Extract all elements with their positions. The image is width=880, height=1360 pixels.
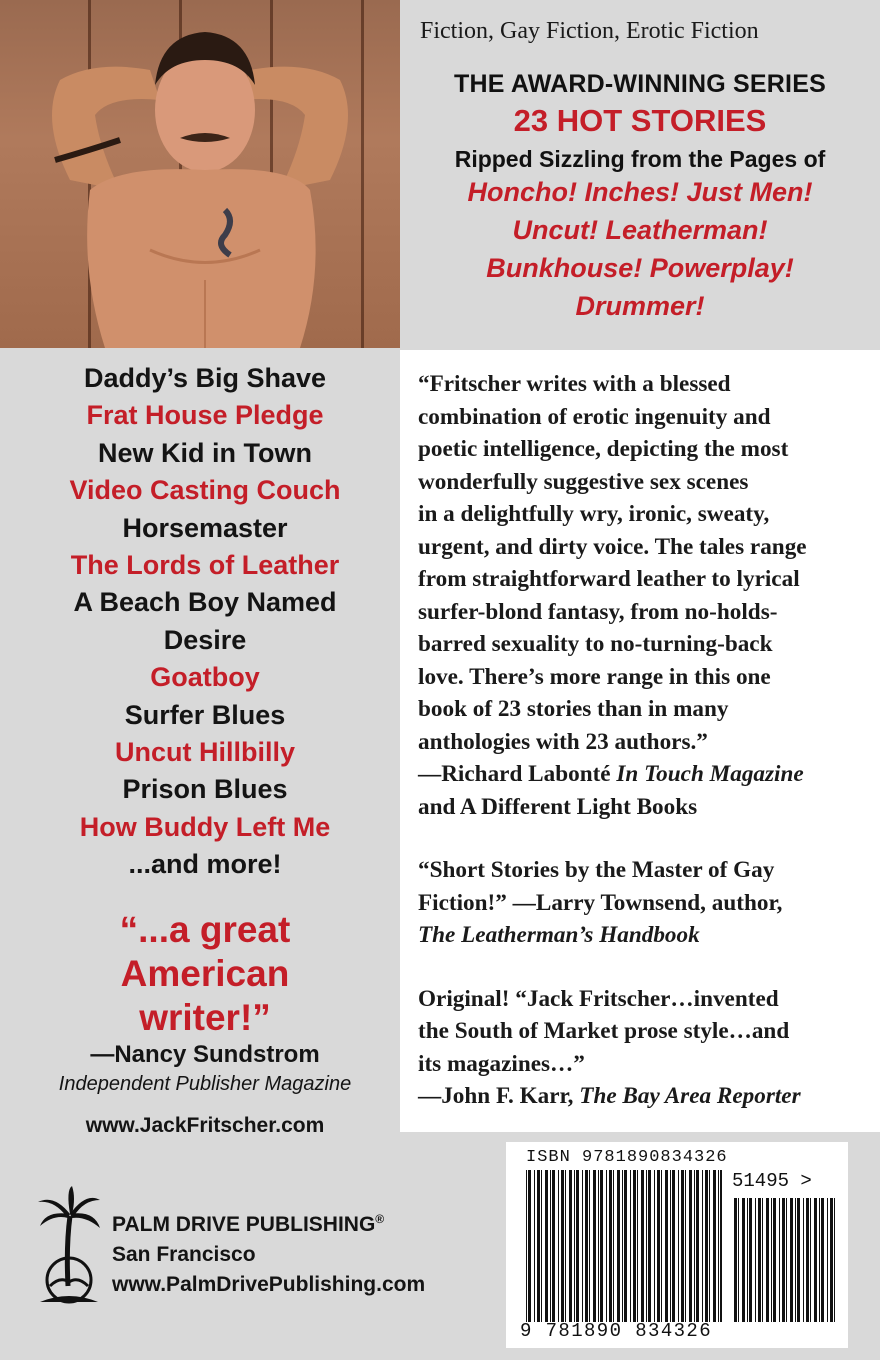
barcode-bar — [550, 1170, 551, 1322]
story-title: New Kid in Town — [98, 437, 312, 468]
reviews-panel — [400, 350, 880, 1132]
barcode-bar — [786, 1198, 787, 1322]
review-attribution — [418, 1080, 866, 1113]
review-book-line — [418, 919, 866, 952]
review-line: its magazines…” — [418, 1050, 585, 1077]
barcode-bar — [654, 1170, 655, 1322]
review-attribution-2: and A Different Light Books — [418, 793, 698, 820]
story-title: Surfer Blues — [124, 699, 286, 730]
reviewer-name: —John F. Karr, — [418, 1083, 580, 1109]
magazine-line: Honcho! Inches! Just Men! — [467, 176, 813, 207]
story-list — [0, 360, 410, 884]
barcode-bar — [782, 1198, 785, 1322]
price-code: 51495 > — [732, 1170, 812, 1192]
pull-quote — [0, 908, 410, 1138]
barcode-bar — [617, 1170, 620, 1322]
barcode-bar — [689, 1170, 692, 1322]
barcode-bar — [821, 1198, 824, 1322]
barcode-digits: 9 781890 834326 — [520, 1320, 713, 1342]
barcode-bar — [624, 1170, 627, 1322]
barcode-bar — [534, 1170, 535, 1322]
barcode-bar — [819, 1198, 820, 1322]
barcode-bar — [771, 1198, 772, 1322]
barcode-bar — [795, 1198, 796, 1322]
story-title: Video Casting Couch — [69, 475, 341, 506]
barcode-bar — [565, 1170, 566, 1322]
barcode-bar — [589, 1170, 590, 1322]
hot-stories-heading: 23 HOT STORIES — [513, 103, 767, 138]
publisher-block — [36, 1186, 496, 1306]
publisher-city: San Francisco — [112, 1243, 256, 1266]
registered-mark: ® — [375, 1212, 385, 1226]
barcode-bar — [613, 1170, 614, 1322]
review-line: combination of erotic ingenuity and — [418, 403, 771, 430]
review-book-title: The Leatherman’s Handbook — [418, 922, 700, 948]
barcode-bar — [709, 1170, 710, 1322]
barcode-bar — [790, 1198, 793, 1322]
barcode-bar — [545, 1170, 548, 1322]
magazine-line: Bunkhouse! Powerplay! — [486, 252, 794, 283]
review-attribution — [418, 758, 866, 791]
review-line: love. There’s more range in this one — [418, 663, 771, 690]
barcode-bar — [641, 1170, 644, 1322]
quote-line: American — [120, 953, 290, 994]
barcode-bar — [558, 1170, 559, 1322]
barcode-bar — [742, 1198, 745, 1322]
review-line: urgent, and dirty voice. The tales range — [418, 533, 807, 560]
barcode-bar — [806, 1198, 809, 1322]
story-title: Prison Blues — [122, 774, 288, 805]
review-karr — [418, 983, 866, 1113]
review-line: book of 23 stories than in many — [418, 696, 729, 722]
barcode-bar — [749, 1198, 752, 1322]
barcode-bar — [718, 1170, 719, 1322]
review-line: poetic intelligence, depicting the most — [418, 436, 789, 462]
quote-attribution: —Nancy Sundstrom — [90, 1041, 320, 1068]
barcode-bar — [779, 1198, 780, 1322]
review-line: surfer-blond fantasy, from no-holds- — [418, 598, 778, 625]
barcode-bar — [622, 1170, 623, 1322]
barcode-bar — [585, 1170, 588, 1322]
review-line: Fiction!” —Larry Townsend, author, — [418, 889, 783, 916]
barcode-bar — [606, 1170, 607, 1322]
quote-publication: Independent Publisher Magazine — [58, 1073, 352, 1095]
reviewer-name: —Richard Labonté — [418, 761, 617, 787]
publisher-name: PALM DRIVE PUBLISHING — [112, 1213, 376, 1236]
barcode-bar — [797, 1198, 800, 1322]
barcode-bar — [569, 1170, 572, 1322]
promo-block — [400, 70, 880, 325]
review-line: anthologies with 23 authors.” — [418, 728, 708, 755]
review-publication: The Bay Area Reporter — [579, 1083, 801, 1109]
review-line: in a delightfully wry, ironic, sweaty, — [418, 501, 770, 527]
author-website: www.JackFritscher.com — [85, 1114, 325, 1137]
story-title: Uncut Hillbilly — [114, 737, 295, 768]
barcode-bar — [803, 1198, 804, 1322]
barcode-bar — [598, 1170, 599, 1322]
barcode-bar — [609, 1170, 612, 1322]
barcode-bar — [814, 1198, 817, 1322]
barcode-bar — [593, 1170, 596, 1322]
barcode-bar — [773, 1198, 776, 1322]
barcode-bar — [633, 1170, 636, 1322]
quote-line: writer!” — [139, 997, 271, 1038]
magazine-line: Uncut! Leatherman! — [512, 214, 768, 245]
barcode-bar — [678, 1170, 679, 1322]
publisher-website: www.PalmDrivePublishing.com — [112, 1273, 426, 1296]
genre-label: Fiction, Gay Fiction, Erotic Fiction — [420, 18, 759, 44]
barcode-bar — [702, 1170, 703, 1322]
barcode-bar — [755, 1198, 756, 1322]
review-line: from straightforward leather to lyrical — [418, 566, 800, 592]
barcode-bar — [561, 1170, 564, 1322]
barcode-bar — [834, 1198, 835, 1322]
barcode-bar — [646, 1170, 647, 1322]
review-line: “Short Stories by the Master of Gay — [418, 857, 775, 883]
review-line: “Fritscher writes with a blessed — [418, 371, 731, 397]
publisher-text — [112, 1204, 425, 1300]
barcode-bar — [661, 1170, 662, 1322]
review-line: the South of Market prose style…and — [418, 1018, 790, 1044]
story-title: Daddy’s Big Shave — [83, 363, 327, 393]
barcode-bar — [665, 1170, 668, 1322]
review-line: barred sexuality to no-turning-back — [418, 631, 773, 657]
story-title: Desire — [163, 624, 247, 655]
story-title: A Beach Boy Named — [73, 587, 337, 618]
barcode-bar — [670, 1170, 671, 1322]
isbn-barcode — [506, 1142, 848, 1348]
series-heading: THE AWARD-WINNING SERIES — [454, 70, 826, 98]
barcode-bar — [734, 1198, 737, 1322]
barcode-bar — [747, 1198, 748, 1322]
barcode-bar — [526, 1170, 527, 1322]
barcode-bar — [657, 1170, 660, 1322]
story-title: ...and more! — [128, 849, 282, 880]
barcode-bar — [637, 1170, 638, 1322]
model-illustration — [0, 0, 400, 348]
isbn-label: ISBN 9781890834326 — [526, 1148, 728, 1167]
barcode-bar — [827, 1198, 828, 1322]
publisher-name-line — [112, 1204, 425, 1240]
barcode-bar — [713, 1170, 716, 1322]
barcode-bar — [528, 1170, 531, 1322]
palm-tree-logo-icon — [36, 1186, 102, 1306]
barcode-bar — [766, 1198, 769, 1322]
review-line: Original! “Jack Fritscher…invented — [418, 985, 779, 1012]
barcode-bar — [630, 1170, 631, 1322]
story-title: Frat House Pledge — [86, 400, 324, 431]
barcode-bar — [810, 1198, 811, 1322]
barcode-bar — [574, 1170, 575, 1322]
barcode-bar — [541, 1170, 542, 1322]
story-title: The Lords of Leather — [70, 550, 340, 581]
review-labonte — [418, 368, 866, 823]
story-title: Horsemaster — [122, 512, 288, 543]
barcode-bar — [576, 1170, 579, 1322]
barcode-bars — [506, 1142, 848, 1348]
story-title: Goatboy — [150, 662, 260, 693]
magazine-line: Drummer! — [575, 290, 705, 321]
barcode-bar — [694, 1170, 695, 1322]
review-line: wonderfully suggestive sex scenes — [418, 468, 749, 495]
cover-photo — [0, 0, 400, 348]
ripped-subheading: Ripped Sizzling from the Pages of — [454, 145, 826, 172]
barcode-bar — [672, 1170, 675, 1322]
barcode-bar — [830, 1198, 833, 1322]
review-townsend — [418, 854, 866, 952]
barcode-bar — [681, 1170, 684, 1322]
review-publication: In Touch Magazine — [616, 761, 804, 787]
quote-line: “...a great — [119, 909, 291, 950]
barcode-bar — [537, 1170, 540, 1322]
barcode-bar — [696, 1170, 699, 1322]
barcode-bar — [738, 1198, 739, 1322]
barcode-bar — [685, 1170, 686, 1322]
barcode-bar — [758, 1198, 761, 1322]
barcode-bar — [720, 1170, 722, 1322]
barcode-bar — [762, 1198, 763, 1322]
barcode-bar — [705, 1170, 708, 1322]
story-title: How Buddy Left Me — [79, 811, 331, 842]
barcode-bar — [600, 1170, 603, 1322]
barcode-bar — [582, 1170, 583, 1322]
barcode-bar — [648, 1170, 651, 1322]
barcode-bar — [552, 1170, 555, 1322]
